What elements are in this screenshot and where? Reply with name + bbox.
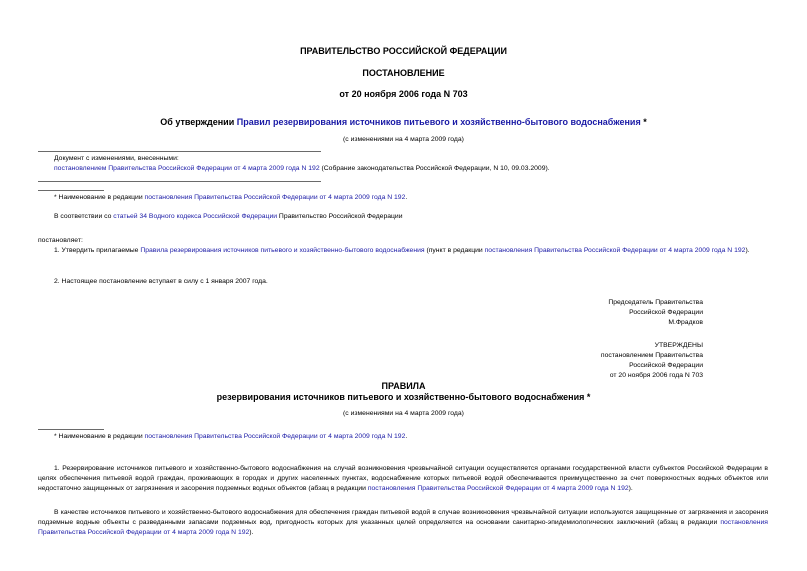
item-1 xyxy=(38,246,762,256)
approval-country: Российской Федерации xyxy=(629,362,703,369)
government-heading: ПРАВИТЕЛЬСТВО РОССИЙСКОЙ ФЕДЕРАЦИИ xyxy=(300,46,507,56)
footnote-suffix: . xyxy=(405,194,408,201)
water-code-link[interactable]: статьей 34 Водного кодекса Российской Федерации xyxy=(113,213,278,220)
item1-suffix: ). xyxy=(745,247,750,254)
document-date-number: от 20 ноября 2006 года N 703 xyxy=(339,89,468,99)
changes-heading: Документ с изменениями, внесенными: xyxy=(54,155,179,162)
para2-decree-link[interactable]: постановления Правительства Российской Федерации от 4 марта 2009 года N 192 xyxy=(38,519,768,536)
decides-label: постановляет: xyxy=(38,237,83,244)
approval-stamp: УТВЕРЖДЕНЫ xyxy=(654,342,703,349)
amended-note: (с изменениями на 4 марта 2009 года) xyxy=(343,136,464,143)
document-type: ПОСТАНОВЛЕНИЕ xyxy=(362,68,445,78)
para2-suffix: ). xyxy=(249,529,254,536)
approval-decree: постановлением Правительства xyxy=(600,352,703,359)
rules-footnote xyxy=(54,432,407,442)
footnote-suffix: . xyxy=(405,433,408,440)
divider xyxy=(38,181,321,182)
signature-position: Председатель Правительства xyxy=(608,299,703,306)
item1-decree-link[interactable]: постановления Правительства Российской Федерации от 4 марта 2009 года N 192 xyxy=(484,247,746,254)
rules-title: ПРАВИЛА xyxy=(381,381,426,391)
item-2: 2. Настоящее постановление вступает в силу с 1 января 2007 года. xyxy=(54,278,268,285)
paragraph-1 xyxy=(38,464,768,494)
para1-suffix: ). xyxy=(628,485,633,492)
preamble xyxy=(54,212,403,222)
footnote-prefix: * Наименование в редакции xyxy=(54,433,145,440)
signature-country: Российской Федерации xyxy=(629,309,703,316)
title-prefix: Об утверждении xyxy=(160,117,237,127)
para1-text: 1. Резервирование источников питьевого и хозяйственно-бытового водоснабжения на случай возникновения чрезвычайной ситуации осуществляется органами государственной власти субъектов Российской Федерации в целях обеспечения питьевой водой граждан, проживающих в городах и других населенных пунктах, водоснабжение которых питьевой водой обеспечивается преимущественно за счет поверхностных водных объектов или недостаточно защищенных от загрязнения и засорения подземных водных объектов (абзац в редакции xyxy=(38,465,768,492)
item1-prefix: 1. Утвердить прилагаемые xyxy=(54,247,141,254)
para1-decree-link[interactable]: постановления Правительства Российской Федерации от 4 марта 2009 года N 192 xyxy=(367,485,629,492)
footnote-decree-link[interactable]: постановления Правительства Российской Федерации от 4 марта 2009 года N 192 xyxy=(144,433,406,440)
footnote-prefix: * Наименование в редакции xyxy=(54,194,145,201)
rules-link[interactable]: Правила резервирования источников питьевого и хозяйственно-бытового водоснабжения xyxy=(140,247,425,254)
divider xyxy=(38,151,321,152)
document-title xyxy=(0,117,807,127)
paragraph-2 xyxy=(38,508,768,538)
signature-name: М.Фрадков xyxy=(668,319,703,326)
footnote-rule xyxy=(38,190,104,191)
preamble-prefix: В соответствии со xyxy=(54,213,114,220)
footnote-rule xyxy=(38,429,104,430)
changes-source: (Собрание законодательства Российской Федерации, N 10, 09.03.2009). xyxy=(319,165,550,172)
footnote-title xyxy=(54,193,407,203)
rules-subtitle: резервирования источников питьевого и хозяйственно-бытового водоснабжения * xyxy=(216,392,591,402)
title-suffix: * xyxy=(640,117,647,127)
item1-mid: (пункт в редакции xyxy=(424,247,485,254)
rules-amended-note: (с изменениями на 4 марта 2009 года) xyxy=(343,410,464,417)
para2-text: В качестве источников питьевого и хозяйственно-бытового водоснабжения для обеспечения граждан питьевой водой в случае возникновения чрезвычайной ситуации используются защищенные от загрязнения и засорения подземные водные объекты с разведанными запасами подземных вод, пригодность которых для указанных целей определяется на основании санитарно-эпидемиологических заключений (абзац в редакции xyxy=(38,509,768,526)
preamble-suffix: Правительство Российской Федерации xyxy=(277,213,403,220)
approval-date: от 20 ноября 2006 года N 703 xyxy=(609,372,703,379)
changes-entry xyxy=(54,164,550,174)
title-rules-link[interactable]: Правил резервирования источников питьевого и хозяйственно-бытового водоснабжения xyxy=(236,117,641,127)
changes-decree-link[interactable]: постановлением Правительства Российской Федерации от 4 марта 2009 года N 192 xyxy=(54,165,320,172)
footnote-decree-link[interactable]: постановления Правительства Российской Федерации от 4 марта 2009 года N 192 xyxy=(144,194,406,201)
